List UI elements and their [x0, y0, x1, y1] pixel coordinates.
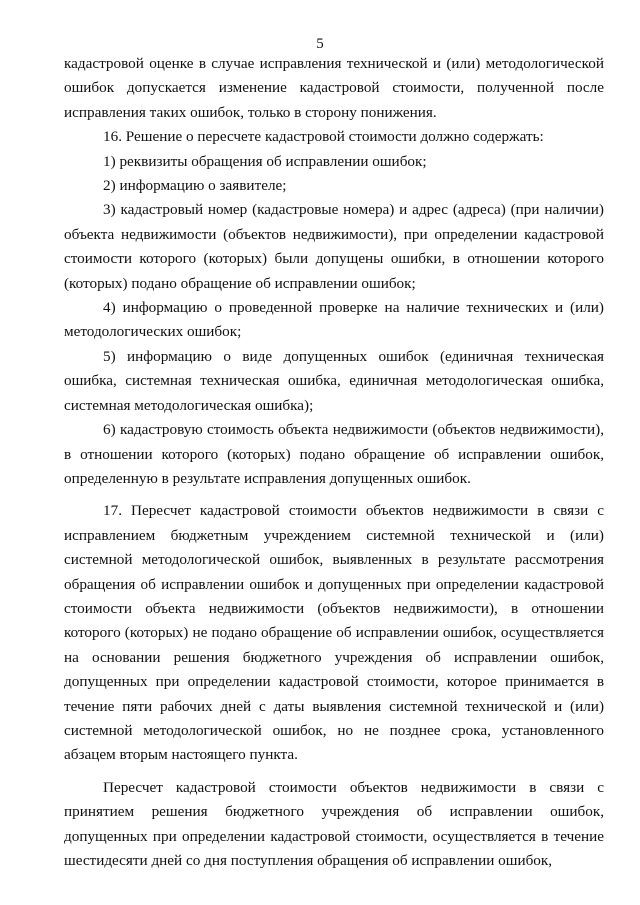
list-item-1: 1) реквизиты обращения об исправлении ошибок; — [103, 152, 427, 170]
paragraph-17: 17. Пересчет кадастровой стоимости объектов недвижимости в связи с исправлением бюджетным учреждением системной технической и (или) системной методологической ошибок, выявленных в результате рассмотрения обращения об исправлении ошибок и допущенных при определении кадастровой стоимости объекта недвижимости (объектов недвижимости), в отношении которого (которых) не подано обращение об исправлении ошибок, осуществляется на основании решения бюджетного учреждения об исправлении ошибок, допущенных при определении кадастровой стоимости, которое принимается в течение пяти рабочих дней с даты выявления системной технической и (или) системной методологической ошибок, но не позднее срока, установленного абзацем вторым настоящего пункта. — [64, 502, 604, 764]
paragraph-continuation: кадастровой оценке в случае исправления технической и (или) методологической ошибок допускается изменение кадастровой стоимости, полученной после исправления таких ошибок, только в сторону понижения. — [64, 55, 604, 121]
paragraph-16: 16. Решение о пересчете кадастровой стоимости должно содержать: — [103, 128, 544, 146]
document-body — [64, 52, 604, 873]
page-number: 5 — [316, 36, 324, 52]
list-item-2: 2) информацию о заявителе; — [103, 177, 287, 195]
paragraph-17-second: Пересчет кадастровой стоимости объектов недвижимости в связи с принятием решения бюджетного учреждения об исправлении ошибок, допущенных при определении кадастровой стоимости, осуществляется в течение шестидесяти дней со дня поступления обращения об исправлении ошибок, — [64, 778, 604, 869]
list-item-4: 4) информацию о проведенной проверке на наличие технических и (или) методологических ошибок; — [64, 299, 604, 341]
list-item-5: 5) информацию о виде допущенных ошибок (единичная техническая ошибка, системная техническая ошибка, единичная методологическая ошибка, системная методологическая ошибка); — [64, 347, 604, 414]
list-item-6: 6) кадастровую стоимость объекта недвижимости (объектов недвижимости), в отношении которого (которых) подано обращение об исправлении ошибок, определенную в результате исправления допущенных ошибок. — [64, 421, 604, 487]
list-item-3: 3) кадастровый номер (кадастровые номера) и адрес (адреса) (при наличии) объекта недвижимости (объектов недвижимости), при определении кадастровой стоимости которого (которых) были допущены ошибки, в отношении которого (которых) подано обращение об исправлении ошибок; — [64, 201, 604, 292]
